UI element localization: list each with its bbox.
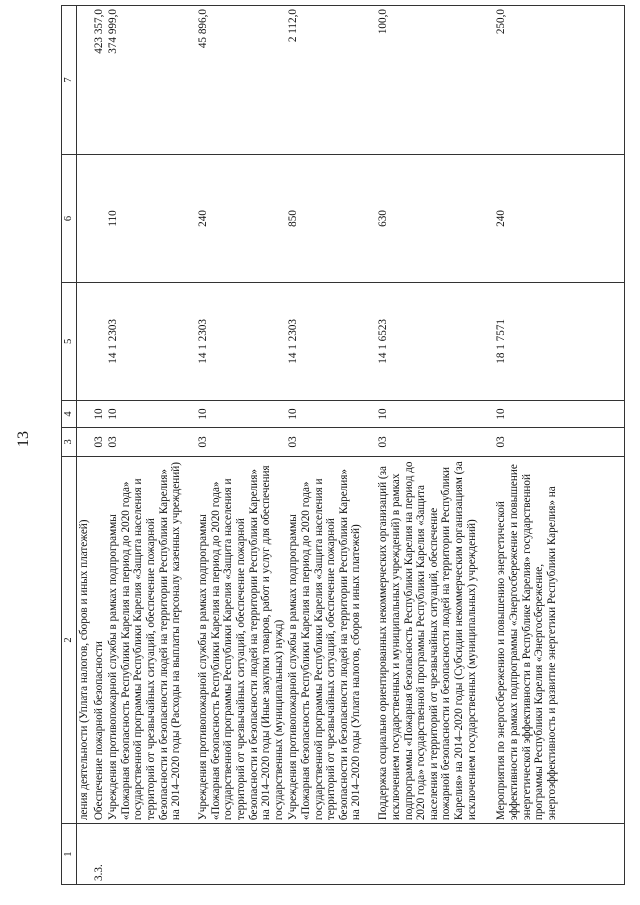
row-amount: 250,0 — [494, 6, 624, 155]
table-row — [106, 6, 196, 885]
row-amount: 2 112,0 — [286, 6, 376, 155]
row-number: 3.3. — [92, 824, 107, 885]
row-amount: 374 999,0 — [106, 6, 196, 155]
row-description: Обеспечение пожарной безопасности — [92, 456, 107, 823]
row-subsection: 10 — [106, 400, 196, 427]
row-expense-type: 110 — [106, 155, 196, 283]
row-target-code: 14 1 2303 — [286, 282, 376, 400]
row-amount: 45 896,0 — [196, 6, 286, 155]
table-row — [376, 6, 494, 885]
row-target-code — [92, 282, 107, 400]
row-expense-type: 630 — [376, 155, 494, 283]
row-subsection — [77, 400, 92, 427]
row-expense-type — [92, 155, 107, 283]
row-number — [106, 824, 196, 885]
row-section: 03 — [106, 428, 196, 457]
header-row — [62, 6, 77, 885]
row-number — [196, 824, 286, 885]
row-section: 03 — [286, 428, 376, 457]
row-subsection: 10 — [286, 400, 376, 427]
row-subsection: 10 — [494, 400, 624, 427]
row-expense-type: 240 — [494, 155, 624, 283]
row-number — [494, 824, 624, 885]
row-expense-type: 240 — [196, 155, 286, 283]
row-target-code — [77, 282, 92, 400]
row-description: Учреждения противопожарной службы в рамках подпрограммы «Пожарная безопасность Республики Карелия на период до 2020 года» государственной программы Республики Карелия «Защита населения и территорий от чрезвычайных ситуаций, обеспечение пожарной безопасности и безопасности людей на территории Республики Карелия» на 2014–2020 годы (Иные закупки товаров, работ и услуг для обеспечения государственных (муниципальных) нужд) — [196, 456, 286, 823]
row-amount — [77, 6, 92, 155]
row-target-code: 14 1 2303 — [106, 282, 196, 400]
row-number — [77, 824, 92, 885]
row-target-code: 14 1 6523 — [376, 282, 494, 400]
row-section: 03 — [92, 428, 107, 457]
header-cell-1: 1 — [62, 824, 77, 885]
row-section: 03 — [376, 428, 494, 457]
row-subsection: 10 — [376, 400, 494, 427]
header-cell-3: 3 — [62, 428, 77, 457]
table-row — [92, 6, 107, 885]
row-subsection: 10 — [196, 400, 286, 427]
row-target-code: 18 1 7571 — [494, 282, 624, 400]
row-subsection: 10 — [92, 400, 107, 427]
header-cell-2: 2 — [62, 456, 77, 823]
row-section: 03 — [196, 428, 286, 457]
table-row — [196, 6, 286, 885]
header-cell-7: 7 — [62, 6, 77, 155]
table-row — [77, 6, 92, 885]
row-target-code: 14 1 2303 — [196, 282, 286, 400]
row-description: Мероприятия по энергосбережению и повышению энергетической эффективности в рамках подпрограммы «Энергосбережение и повышение энергетической эффективности в Республике Карелия» государственной программы Республики Карелия «Энергосбережение, энергоэффективность и развитие энергетики Республики Карелия» на — [494, 456, 624, 823]
row-description: ления деятельности (Уплата налогов, сборов и иных платежей) — [77, 456, 92, 823]
row-amount: 423 357,0 — [92, 6, 107, 155]
header-cell-5: 5 — [62, 282, 77, 400]
row-description: Поддержка социально ориентированных некоммерческих организаций (за исключением государственных и муниципальных учреждений) в рамках подпрограммы «Пожарная безопасность Республики Карелия на период до 2020 года» государственной программы Республики Карелия «Защита населения и территорий от чрезвычайных ситуаций, обеспечение пожарной безопасности и безопасности людей на территории Республики Карелия» на 2014–2020 годы (Субсидии некоммерческим организациям (за исключением государственных (муниципальных) учреждений) — [376, 456, 494, 823]
row-description: Учреждения противопожарной службы в рамках подпрограммы «Пожарная безопасность Республики Карелия на период до 2020 года» государственной программы Республики Карелия «Защита населения и территорий от чрезвычайных ситуаций, обеспечение пожарной безопасности и безопасности людей на территории Республики Карелия» на 2014–2020 годы (Уплата налогов, сборов и иных платежей) — [286, 456, 376, 823]
budget-table — [61, 5, 625, 885]
header-cell-6: 6 — [62, 155, 77, 283]
row-expense-type — [77, 155, 92, 283]
row-section: 03 — [494, 428, 624, 457]
row-section — [77, 428, 92, 457]
table-row — [494, 6, 624, 885]
row-expense-type: 850 — [286, 155, 376, 283]
row-amount: 100,0 — [376, 6, 494, 155]
rotated-table-wrapper — [61, 5, 625, 885]
row-number — [376, 824, 494, 885]
table-row — [286, 6, 376, 885]
header-cell-4: 4 — [62, 400, 77, 427]
row-description: Учреждения противопожарной службы в рамках подпрограммы «Пожарная безопасность Республики Карелия на период до 2020 года» государственной программы Республики Карелия «Защита населения и территорий от чрезвычайных ситуаций, обеспечение пожарной безопасности и безопасности людей на территории Республики Карелия» на 2014–2020 годы (Расходы на выплаты персоналу казенных учреждений) — [106, 456, 196, 823]
page-number: 13 — [15, 431, 32, 447]
row-number — [286, 824, 376, 885]
